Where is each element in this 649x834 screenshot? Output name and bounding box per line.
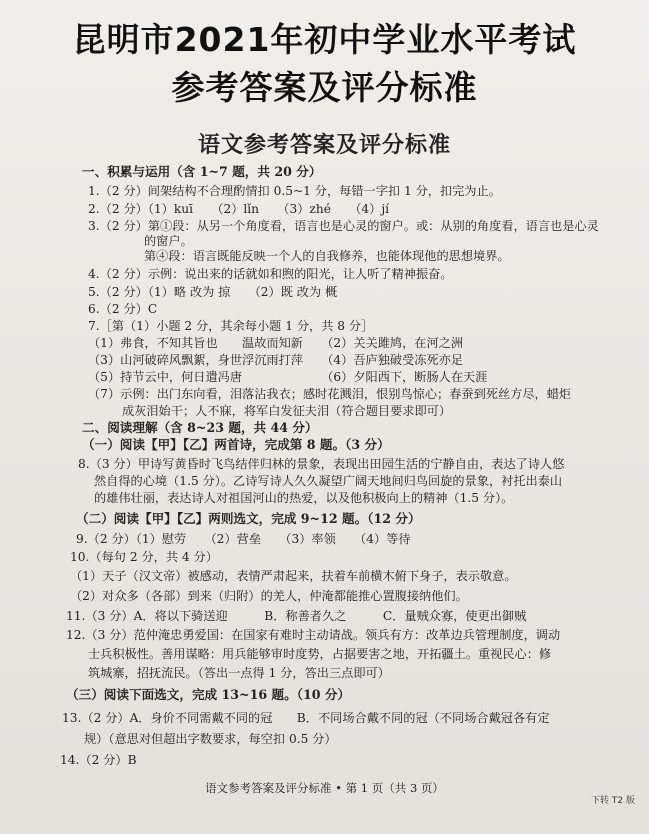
answer-line: （2）对众多（各部）到来（归附）的羌人，仲淹都能推心置腹接纳他们。 — [70, 589, 468, 603]
answer-line: （3）山河破碎风飘絮，身世浮沉雨打萍 （4）吾庐独破受冻死亦足 — [88, 353, 464, 367]
subsection-heading: （一）阅读【甲】【乙】两首诗，完成第 8 题。（3 分） — [82, 437, 390, 452]
answer-line: 士兵积极性。善用谋略：用兵能够审时度势，占据要害之地，开拓疆土。重视民心：修 — [88, 647, 552, 661]
answer-line: 10.（每句 2 分，共 4 分） — [70, 550, 218, 564]
answer-line: 7.［第（1）小题 2 分，其余每小题 1 分，共 8 分］ — [88, 319, 374, 333]
answer-line: 成灰泪始干；人不寐，将军白发征夫泪（符合题目要求即可） — [122, 404, 452, 418]
answer-line: 然自得的心境（1.5 分）。乙诗写诗人久久凝望广阔天地间归鸟回旋的景象，衬托出泰山 — [94, 474, 563, 488]
answer-line: （1）弗食，不知其旨也 温故而知新 （2）关关雎鸠，在河之洲 — [88, 336, 464, 350]
main-title-line1: 昆明市2021年初中学业水平考试 — [72, 20, 577, 59]
subsection-heading: （三）阅读下面选文，完成 13~16 题。（10 分） — [66, 687, 351, 702]
subtitle: 语文参考答案及评分标准 — [197, 132, 451, 158]
answer-line: 第④段：语言既能反映一个人的自我修养，也能体现他的思想境界。 — [144, 249, 510, 263]
answer-line: 5.（2 分）（1）略 改为 掠 （2）既 改为 概 — [88, 285, 338, 299]
answer-line: 8.（3 分）甲诗写黄昏时飞鸟结伴归林的景象，表现出田园生活的宁静自由，表达了诗人悠 — [78, 457, 565, 471]
section-heading: 一、积累与运用（含 1~7 题，共 20 分） — [82, 164, 322, 179]
page-turn-note: 下转 T2 版 — [591, 796, 635, 806]
answer-line: 筑城寨，招抚流民。（答出一点得 1 分，答出三点即可） — [88, 666, 390, 680]
answer-line: 14.（2 分）B — [60, 753, 137, 767]
answer-line: 4.（2 分）示例：说出来的话就如和煦的阳光，让人听了精神振奋。 — [88, 267, 453, 281]
answer-line: 6.（2 分）C — [88, 302, 158, 316]
answer-line: 12.（3 分）范仲淹忠勇爱国：在国家有难时主动请战。领兵有方：改革边兵管理制度，调动 — [66, 628, 561, 642]
main-title-line2: 参考答案及评分标准 — [171, 68, 478, 107]
answer-line: （5）持节云中，何日遣冯唐 （6）夕阳西下，断肠人在天涯 — [88, 370, 488, 384]
answer-line: 9.（2 分）（1）慰劳 （2）营垒 （3）率领 （4）等待 — [76, 532, 411, 546]
answer-line: 规）（意思对但超出字数要求，每空扣 0.5 分） — [84, 732, 337, 746]
answer-line: 的雄伟壮丽，表达诗人对祖国河山的热爱，以及他积极向上的精神（1.5 分）。 — [94, 491, 514, 505]
answer-line: （1）天子（汉文帝）被感动，表情严肃起来，扶着车前横木俯下身子，表示敬意。 — [70, 569, 517, 583]
answer-line: （7）示例：出门东向看，泪落沾我衣；感时花溅泪，恨别鸟惊心；春蚕到死丝方尽，蜡炬 — [88, 387, 572, 401]
answer-line: 3.（2 分）第①段：从另一个角度看，语言也是心灵的窗户。或：从别的角度看，语言也是心灵 — [88, 219, 599, 233]
answer-line: 的窗户。 — [144, 234, 193, 248]
answer-line: 2.（2 分）（1）kuī （2）lǐn （3）zhé （4）jí — [88, 202, 389, 216]
subsection-heading: （二）阅读【甲】【乙】两则选文，完成 9~12 题。（12 分） — [76, 511, 421, 526]
answer-line: 1.（2 分）间架结构不合理酌情扣 0.5~1 分，每错一字扣 1 分，扣完为止。 — [88, 184, 501, 198]
page-footer: 语文参考答案及评分标准 • 第 1 页（共 3 页） — [205, 781, 444, 795]
answer-line: 13.（2 分）A．身价不同需戴不同的冠 B．不同场合戴不同的冠（不同场合戴冠各有定 — [62, 711, 550, 725]
answer-line: 11.（3 分）A．将以下骑送迎 B．称善者久之 C．量贼众寡，使更出御贼 — [66, 609, 527, 623]
section-heading: 二、阅读理解（含 8~23 题，共 44 分） — [82, 420, 318, 435]
